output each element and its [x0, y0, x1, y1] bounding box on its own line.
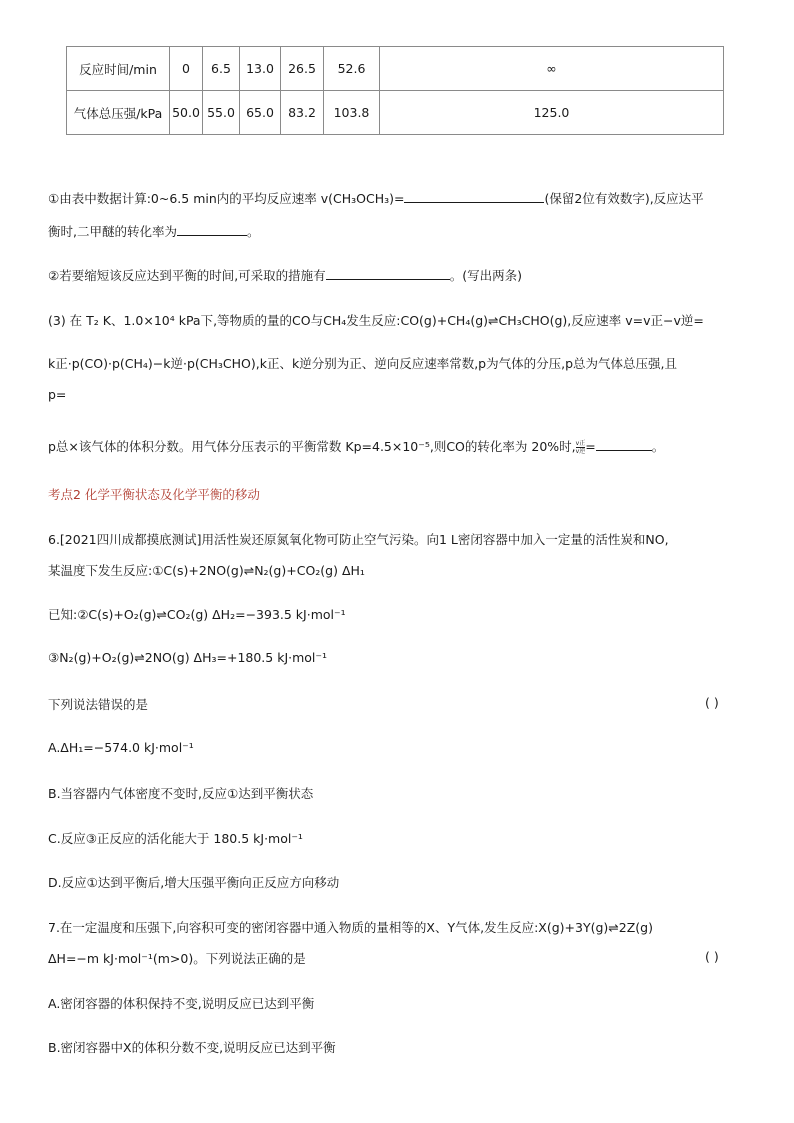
- table-cell: 26.5: [281, 47, 324, 91]
- q7-option-b: B.密闭容器中X的体积分数不变,说明反应已达到平衡: [48, 1040, 336, 1055]
- q7-line2: ΔH=−m kJ·mol⁻¹(m>0)。下列说法正确的是: [48, 951, 306, 966]
- q3-line2: k正·p(CO)·p(CH₄)−k逆·p(CH₃CHO),k正、k逆分别为正、逆向反应速率常数,p为气体的分压,p总为气体总压强,且: [48, 356, 677, 371]
- data-table: [66, 46, 724, 135]
- table-cell: 0: [170, 47, 203, 91]
- table-cell: 83.2: [281, 91, 324, 135]
- q5-part2-line: ②若要缩短该反应达到平衡的时间,可采取的措施有 。(写出两条): [48, 268, 522, 283]
- rate-ratio-fraction: $\frac{\text{v正}}{\text{v逆}}$: [575, 440, 586, 455]
- table-cell: 反应时间/min: [67, 47, 170, 91]
- q6-line1: 6.[2021四川成都摸底测试]用活性炭还原氮氧化物可防止空气污染。向1 L密闭容器中加入一定量的活性炭和NO,: [48, 532, 669, 547]
- table-row: [67, 47, 724, 91]
- answer-blank: [596, 449, 652, 451]
- q5-part1-line1: ①由表中数据计算:0~6.5 min内的平均反应速率 v(CH₃OCH₃)= (保留2位有效数字),反应达平: [48, 191, 704, 206]
- table-row: [67, 91, 724, 135]
- table-cell: ∞: [380, 47, 724, 91]
- answer-blank: [404, 201, 544, 203]
- q6-line2: 某温度下发生反应:①C(s)+2NO(g)⇌N₂(g)+CO₂(g) ΔH₁: [48, 563, 365, 578]
- answer-blank: [326, 278, 450, 280]
- q3-line3: p=: [48, 387, 67, 402]
- q6-option-d: D.反应①达到平衡后,增大压强平衡向正反应方向移动: [48, 875, 340, 890]
- q7-line1: 7.在一定温度和压强下,向容积可变的密闭容器中通入物质的量相等的X、Y气体,发生反应:X(g)+3Y(g)⇌2Z(g): [48, 920, 653, 935]
- table-cell: 55.0: [203, 91, 240, 135]
- q3-line4: p总×该气体的体积分数。用气体分压表示的平衡常数 Kp=4.5×10⁻⁵,则CO的转化率为 20%时, $\frac{\text{v正}}{\text{v逆}}$ = 。: [48, 439, 665, 455]
- q6-line3: 已知:②C(s)+O₂(g)⇌CO₂(g) ΔH₂=−393.5 kJ·mol⁻¹: [48, 607, 346, 622]
- q6-option-c: C.反应③正反应的活化能大于 180.5 kJ·mol⁻¹: [48, 831, 303, 846]
- q6-option-a: A.ΔH₁=−574.0 kJ·mol⁻¹: [48, 740, 194, 755]
- table-cell: 6.5: [203, 47, 240, 91]
- table-cell: 65.0: [240, 91, 281, 135]
- q6-line4: ③N₂(g)+O₂(g)⇌2NO(g) ΔH₃=+180.5 kJ·mol⁻¹: [48, 650, 328, 665]
- q7-answer-paren: ( ): [705, 949, 719, 964]
- table-cell: 52.6: [324, 47, 380, 91]
- q5-part1-line2: 衡时,二甲醚的转化率为 。: [48, 224, 260, 239]
- table-cell: 103.8: [324, 91, 380, 135]
- table-cell: 125.0: [380, 91, 724, 135]
- q7-option-a: A.密闭容器的体积保持不变,说明反应已达到平衡: [48, 996, 315, 1011]
- q3-line1: (3) 在 T₂ K、1.0×10⁴ kPa下,等物质的量的CO与CH₄发生反应:CO(g)+CH₄(g)⇌CH₃CHO(g),反应速率 v=v正−v逆=: [48, 313, 704, 328]
- section-heading: 考点2 化学平衡状态及化学平衡的移动: [48, 487, 260, 502]
- q6-option-b: B.当容器内气体密度不变时,反应①达到平衡状态: [48, 786, 314, 801]
- table-cell: 50.0: [170, 91, 203, 135]
- table-cell: 13.0: [240, 47, 281, 91]
- q6-answer-paren: ( ): [705, 695, 719, 710]
- answer-blank: [177, 234, 247, 236]
- table-cell: 气体总压强/kPa: [67, 91, 170, 135]
- q6-stem: 下列说法错误的是: [48, 697, 149, 712]
